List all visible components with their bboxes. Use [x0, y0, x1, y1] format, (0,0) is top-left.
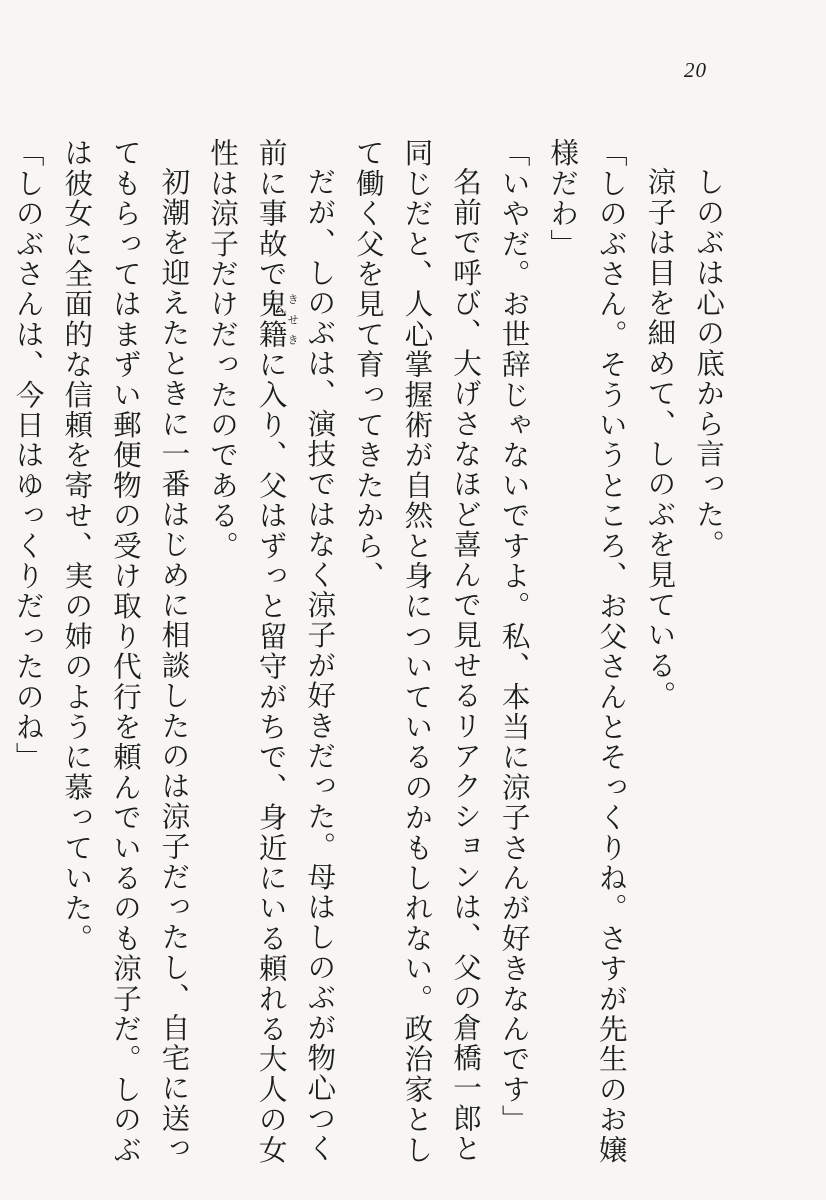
paragraph-1: しのぶは心の底から言った。 — [692, 166, 726, 560]
paragraph-4 — [198, 138, 344, 1178]
paragraph-3-text: 名前で呼び、大げさなほど喜んで見せるリアクションは、父の倉橋一郎と同じだと、人心掌握術が自然と身についているのかもしれない。政治家として働く父を見て育ってきたから、 — [351, 138, 484, 1165]
page-number: 20 — [684, 58, 707, 82]
paragraph-4-text-b: に入り、父はずっと留守がちで、身近にいる頼れる大人の女性は涼子だけだったのである。 — [206, 138, 289, 1165]
ruby-reading: きせき — [286, 289, 300, 350]
paragraph-4-text-a: だが、しのぶは、演技ではなく涼子が好きだった。母はしのぶが物心つく前に事故で — [254, 138, 338, 1164]
dialogue-2: 「いやだ。お世辞じゃないですよ。私、本当に涼子さんが好きなんです」 — [497, 138, 532, 1135]
novel-body-text — [11, 138, 733, 1178]
ruby-base: 鬼籍 — [254, 289, 289, 350]
paragraph-2: 涼子は目を細めて、しのぶを見ている。 — [643, 166, 678, 711]
ruby-kiseki — [254, 289, 300, 350]
paragraph-3 — [344, 138, 490, 1178]
dialogue-4 — [0, 138, 4, 1178]
dialogue-1: 「しのぶさん。そういうところ、お父さんとそっくりね。さすが先生のお嬢様だわ」 — [546, 138, 629, 1165]
paragraph-5: 初潮を迎えたときに一番はじめに相談したのは涼子だったし、自宅に送ってもらってはまずい郵便物の受け取り代行を頼んでいるのも涼子だ。しのぶは彼女に全面的な信頼を寄せ、実の姉のように慕っていた。 — [60, 138, 192, 1165]
dialogue-3: 「しのぶさんは、今日はゆっくりだったのね」 — [11, 138, 46, 773]
